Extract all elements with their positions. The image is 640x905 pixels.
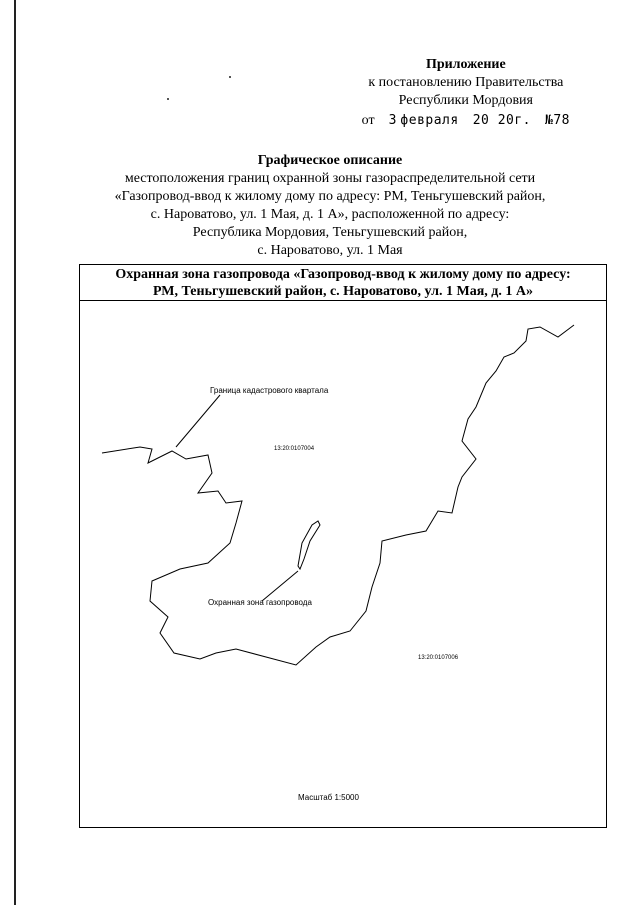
description-line: Республика Мордовия, Теньгушевский район,	[192, 225, 468, 240]
cadastral-number-1: 13:20:0107004	[274, 446, 315, 452]
annex-heading: Приложение	[425, 57, 506, 72]
gas-zone-leader-line	[262, 571, 298, 601]
date-from-label: от	[361, 113, 375, 128]
gas-zone-polygon	[298, 521, 320, 569]
scan-speck	[229, 76, 231, 78]
date-year: 20 20г.	[472, 113, 532, 128]
map-scale: Масштаб 1:5000	[298, 793, 359, 802]
description-line: «Газопровод-ввод к жилому дому по адресу: РМ, Теньгушевский район,	[114, 189, 546, 204]
map-title-line-2: РМ, Теньгушевский район, с. Нароватово, ул. 1 Мая, д. 1 А»	[153, 284, 533, 299]
cadastral-number-2: 13:20:0107006	[418, 655, 459, 661]
description-line: местоположения границ охранной зоны газораспределительной сети	[124, 171, 536, 186]
annex-block	[362, 56, 570, 130]
map-frame-title	[80, 265, 606, 301]
description-block	[60, 152, 600, 260]
map-title-line-1: Охранная зона газопровода «Газопровод-ввод к жилому дому по адресу:	[115, 267, 571, 282]
cadastral-boundary-line	[102, 325, 574, 665]
date-month: февраля	[400, 113, 459, 128]
label-gas-zone: Охранная зона газопровода	[208, 598, 312, 607]
document-number: №78	[545, 113, 570, 128]
description-line: с. Нароватово, ул. 1 Мая, д. 1 А», расположенной по адресу:	[150, 207, 510, 222]
scan-edge-line	[14, 0, 16, 905]
date-day: 3	[388, 113, 397, 128]
annex-line-2: Республики Мордовия	[398, 93, 533, 108]
annex-date-line	[362, 112, 570, 130]
boundary-leader-line	[176, 395, 220, 447]
map-drawing	[80, 301, 606, 827]
map-frame	[79, 264, 607, 828]
scan-speck	[167, 98, 169, 100]
description-title: Графическое описание	[257, 153, 403, 168]
label-cadastral-boundary: Граница кадастрового квартала	[210, 386, 329, 395]
description-line: с. Нароватово, ул. 1 Мая	[257, 243, 403, 258]
annex-line-1: к постановлению Правительства	[368, 75, 564, 90]
